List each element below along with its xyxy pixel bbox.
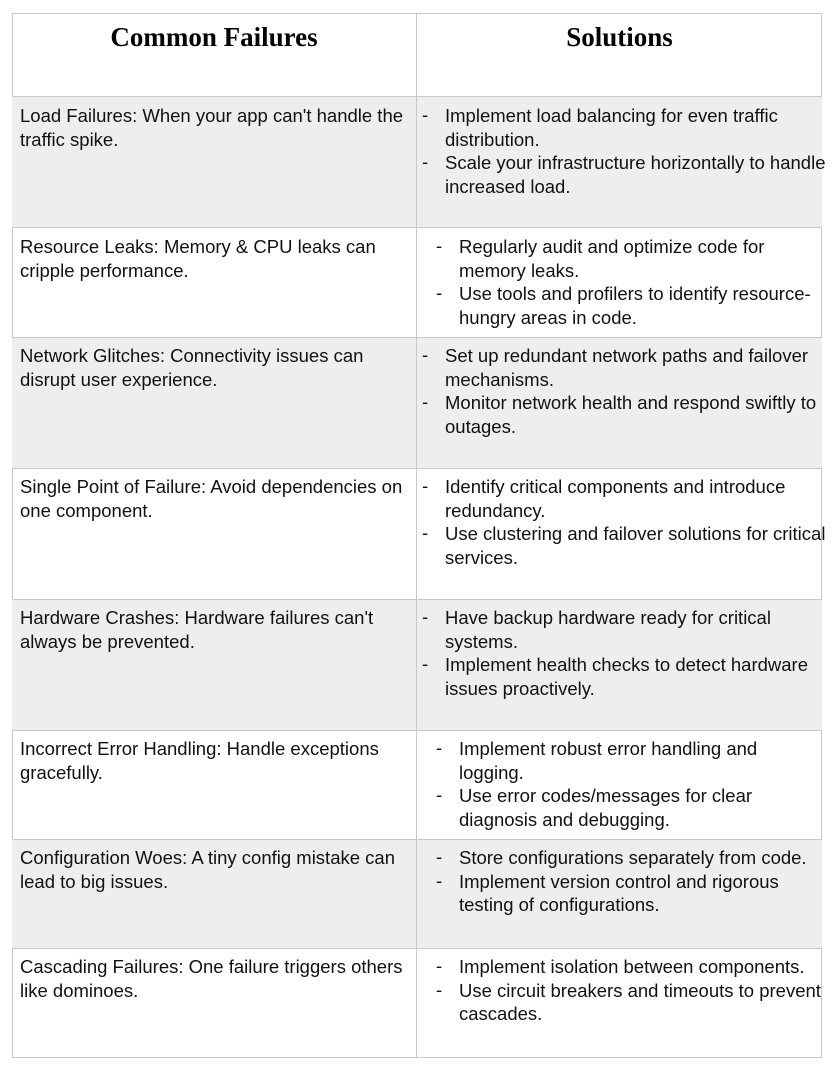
row-divider xyxy=(12,839,822,840)
dash-bullet: - xyxy=(422,606,429,627)
solution-item: - Store configurations separately from code. xyxy=(436,846,807,868)
failure-cell: Configuration Woes: A tiny config mistake can lead to big issues. xyxy=(20,847,395,892)
dash-bullet: - xyxy=(436,869,443,891)
dash-bullet: - xyxy=(422,653,429,674)
failure-cell: Cascading Failures: One failure triggers others like dominoes. xyxy=(20,956,403,1001)
header-solutions: Solutions xyxy=(566,22,673,52)
dash-bullet: - xyxy=(436,846,443,867)
header-common-failures: Common Failures xyxy=(110,22,318,52)
row-divider xyxy=(12,96,822,97)
dash-bullet: - xyxy=(436,737,443,758)
row-divider xyxy=(12,468,822,469)
solution-item: - Identify critical components and introduce redundancy. xyxy=(422,475,786,521)
row-divider xyxy=(12,599,822,600)
solution-item: - Set up redundant network paths and failover mechanisms. xyxy=(422,344,809,390)
solution-list xyxy=(417,606,827,700)
dash-bullet: - xyxy=(436,235,443,256)
solution-list xyxy=(417,104,827,198)
solution-item: - Use error codes/messages for clear diagnosis and debugging. xyxy=(436,784,753,830)
solution-item: - Regularly audit and optimize code for memory leaks. xyxy=(436,235,765,281)
failure-cell: Resource Leaks: Memory & CPU leaks can cripple performance. xyxy=(20,236,376,281)
solution-list xyxy=(417,475,827,569)
failure-cell: Incorrect Error Handling: Handle exceptions gracefully. xyxy=(20,738,379,783)
dash-bullet: - xyxy=(422,104,429,125)
failure-cell: Load Failures: When your app can't handle the traffic spike. xyxy=(20,105,404,150)
dash-bullet: - xyxy=(422,522,429,543)
row-divider xyxy=(12,948,822,949)
failure-cell: Hardware Crashes: Hardware failures can't always be prevented. xyxy=(20,607,374,652)
dash-bullet: - xyxy=(436,955,443,976)
dash-bullet: - xyxy=(422,391,429,412)
row-divider xyxy=(12,730,822,731)
solution-item: - Implement load balancing for even traffic distribution. xyxy=(422,104,778,150)
solution-list xyxy=(431,955,827,1026)
dash-bullet: - xyxy=(422,344,429,365)
solution-item: - Have backup hardware ready for critical systems. xyxy=(422,606,771,652)
dash-bullet: - xyxy=(436,784,443,805)
solution-item: - Use clustering and failover solutions for critical services. xyxy=(422,522,826,568)
solution-list xyxy=(417,344,827,438)
solution-list xyxy=(431,235,827,329)
solution-list xyxy=(431,846,827,917)
dash-bullet: - xyxy=(436,282,443,303)
failure-cell: Network Glitches: Connectivity issues can disrupt user experience. xyxy=(20,345,364,390)
solution-item: - Use tools and profilers to identify resource-hungry areas in code. xyxy=(436,282,811,328)
solution-item: - Implement version control and rigorous testing of configurations. xyxy=(436,869,779,915)
row-divider xyxy=(12,227,822,228)
solution-item: - Implement robust error handling and logging. xyxy=(436,737,758,783)
failure-cell: Single Point of Failure: Avoid dependencies on one component. xyxy=(20,476,403,521)
solution-item: - Scale your infrastructure horizontally to handle increased load. xyxy=(422,151,826,197)
solution-item: - Monitor network health and respond swiftly to outages. xyxy=(422,391,817,437)
dash-bullet: - xyxy=(422,151,429,172)
solution-item: - Implement isolation between components. xyxy=(436,955,805,977)
solution-list xyxy=(431,737,827,831)
row-divider xyxy=(12,337,822,338)
solution-item: - Implement health checks to detect hardware issues proactively. xyxy=(422,653,808,699)
solution-item: - Use circuit breakers and timeouts to prevent cascades. xyxy=(436,978,821,1024)
dash-bullet: - xyxy=(436,978,443,1000)
dash-bullet: - xyxy=(422,475,429,496)
